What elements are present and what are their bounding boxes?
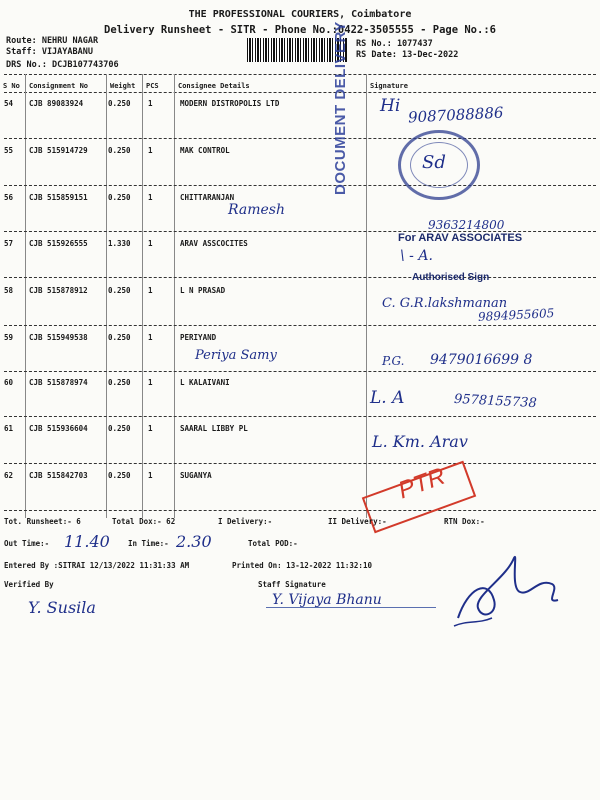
table-row-pcs: 1	[148, 333, 153, 342]
table-row-weight: 0.250	[108, 193, 131, 202]
printed-on: Printed On: 13-12-2022 11:32:10	[232, 561, 372, 570]
table-row-cno: CJB 515926555	[29, 239, 88, 248]
table-row-cno: CJB 515842703	[29, 471, 88, 480]
col-signature: Signature	[370, 82, 408, 90]
table-row-pcs: 1	[148, 424, 153, 433]
out-time-value: 11.40	[64, 532, 110, 551]
table-row-pcs: 1	[148, 286, 153, 295]
table-row-pcs: 1	[148, 239, 153, 248]
table-row-weight: 0.250	[108, 378, 131, 387]
table-row-pcs: 1	[148, 378, 153, 387]
table-row-cno: CJB 515859151	[29, 193, 88, 202]
i-delivery: I Delivery:-	[218, 517, 273, 526]
table-row-weight: 0.250	[108, 99, 131, 108]
col-weight: Weight	[110, 82, 136, 90]
table-row-cno: CJB 515949538	[29, 333, 88, 342]
table-row-consignee: ARAV ASSCOCITES	[180, 239, 248, 248]
route-label: Route: NEHRU NAGAR	[6, 36, 99, 46]
table-row-sno: 54	[4, 99, 14, 108]
signature-scribble: P.G.	[382, 354, 405, 368]
table-row-cno: CJB 515878974	[29, 378, 88, 387]
verified-by-label: Verified By	[4, 580, 54, 589]
table-row-cno: CJB 515936604	[29, 424, 88, 433]
document-delivery-stamp: DOCUMENT DELIVERY	[332, 21, 349, 195]
table-row-pcs: 1	[148, 193, 153, 202]
table-row-consignee: SUGANYA	[180, 471, 212, 480]
signature-scribble: \ - A.	[400, 248, 433, 264]
ii-delivery: II Delivery:-	[328, 517, 387, 526]
handwritten-name: C. G.R.lakshmanan	[382, 296, 508, 311]
table-row-consignee: SAARAL LIBBY PL	[180, 424, 248, 433]
staff-signature-label: Staff Signature	[258, 580, 326, 589]
staff-signature-underline	[266, 607, 436, 608]
handwritten-phone: 9578155738	[453, 391, 538, 412]
table-row-consignee: L N PRASAD	[180, 286, 226, 295]
col-consignment: Consignment No	[29, 82, 89, 90]
handwritten-name: L. Km. Arav	[372, 432, 468, 451]
table-row-sno: 55	[4, 146, 14, 155]
handwritten-name: Periya Samy	[195, 348, 277, 363]
table-row-cno: CJB 515878912	[29, 286, 88, 295]
in-time-value: 2.30	[176, 532, 212, 551]
table-row-pcs: 1	[148, 99, 153, 108]
table-row-consignee: MAK CONTROL	[180, 146, 230, 155]
table-row-weight: 0.250	[108, 286, 131, 295]
rs-number: RS No.: 1077437	[356, 39, 433, 49]
total-pod: Total POD:-	[248, 539, 298, 548]
in-time-label: In Time:-	[128, 539, 169, 548]
arav-stamp: For ARAV ASSOCIATES	[398, 232, 523, 244]
table-row-sno: 59	[4, 333, 14, 342]
handwritten-phone: 9894955605	[477, 306, 555, 324]
col-sno: S No	[3, 82, 20, 90]
staff-signature: Y. Vijaya Bhanu	[272, 592, 382, 608]
tot-runsheet: Tot. Runsheet:- 6	[4, 517, 81, 526]
drs-number: DRS No.: DCJB107743706	[6, 60, 119, 70]
total-dox: Total Dox:- 62	[112, 517, 176, 526]
table-row-sno: 58	[4, 286, 14, 295]
table-row-sno: 60	[4, 378, 14, 387]
verified-signature: Y. Susila	[28, 598, 96, 617]
table-row-consignee: CHITTARANJAN	[180, 193, 235, 202]
handwritten-phone: 9087088886	[407, 103, 504, 127]
table-row-consignee: PERIYAND	[180, 333, 217, 342]
table-row-cno: CJB 89083924	[29, 99, 84, 108]
table-row-sno: 57	[4, 239, 14, 248]
rs-date: RS Date: 13-Dec-2022	[356, 50, 459, 60]
table-row-pcs: 1	[148, 146, 153, 155]
table-row-weight: 0.250	[108, 471, 131, 480]
authorised-stamp: Authorised Sign	[412, 272, 490, 283]
company-title: THE PROFESSIONAL COURIERS, Coimbatore	[188, 9, 412, 20]
signature-scribble: L. A	[370, 388, 405, 408]
table-row-sno: 61	[4, 424, 14, 433]
staff-label: Staff: VIJAYABANU	[6, 47, 93, 57]
table-row-sno: 56	[4, 193, 14, 202]
table-row-sno: 62	[4, 471, 14, 480]
large-signature-scribble	[448, 548, 568, 638]
table-row-weight: 0.250	[108, 146, 131, 155]
table-row-cno: CJB 515914729	[29, 146, 88, 155]
col-consignee: Consignee Details	[178, 82, 250, 90]
out-time-label: Out Time:-	[4, 539, 50, 548]
signature-scribble: Hi	[380, 96, 401, 116]
runsheet-subtitle: Delivery Runsheet - SITR - Phone No.:0422-3505555 - Page No.:6	[104, 24, 496, 36]
ptr-stamp: PTR	[394, 462, 449, 505]
table-row-consignee: MODERN DISTROPOLIS LTD	[180, 99, 280, 108]
handwritten-name: Ramesh	[228, 202, 285, 218]
table-row-weight: 0.250	[108, 333, 131, 342]
entered-by: Entered By :SITRAI 12/13/2022 11:31:33 AM	[4, 561, 190, 570]
table-row-pcs: 1	[148, 471, 153, 480]
handwritten-phone: 9363214800	[428, 218, 505, 232]
signature-scribble: Sd	[422, 152, 446, 173]
table-row-weight: 1.330	[108, 239, 131, 248]
table-row-consignee: L KALAIVANI	[180, 378, 230, 387]
handwritten-phone: 9479016699 8	[430, 352, 533, 368]
rtn-dox: RTN Dox:-	[444, 517, 485, 526]
table-row-weight: 0.250	[108, 424, 131, 433]
col-pcs: PCS	[146, 82, 159, 90]
